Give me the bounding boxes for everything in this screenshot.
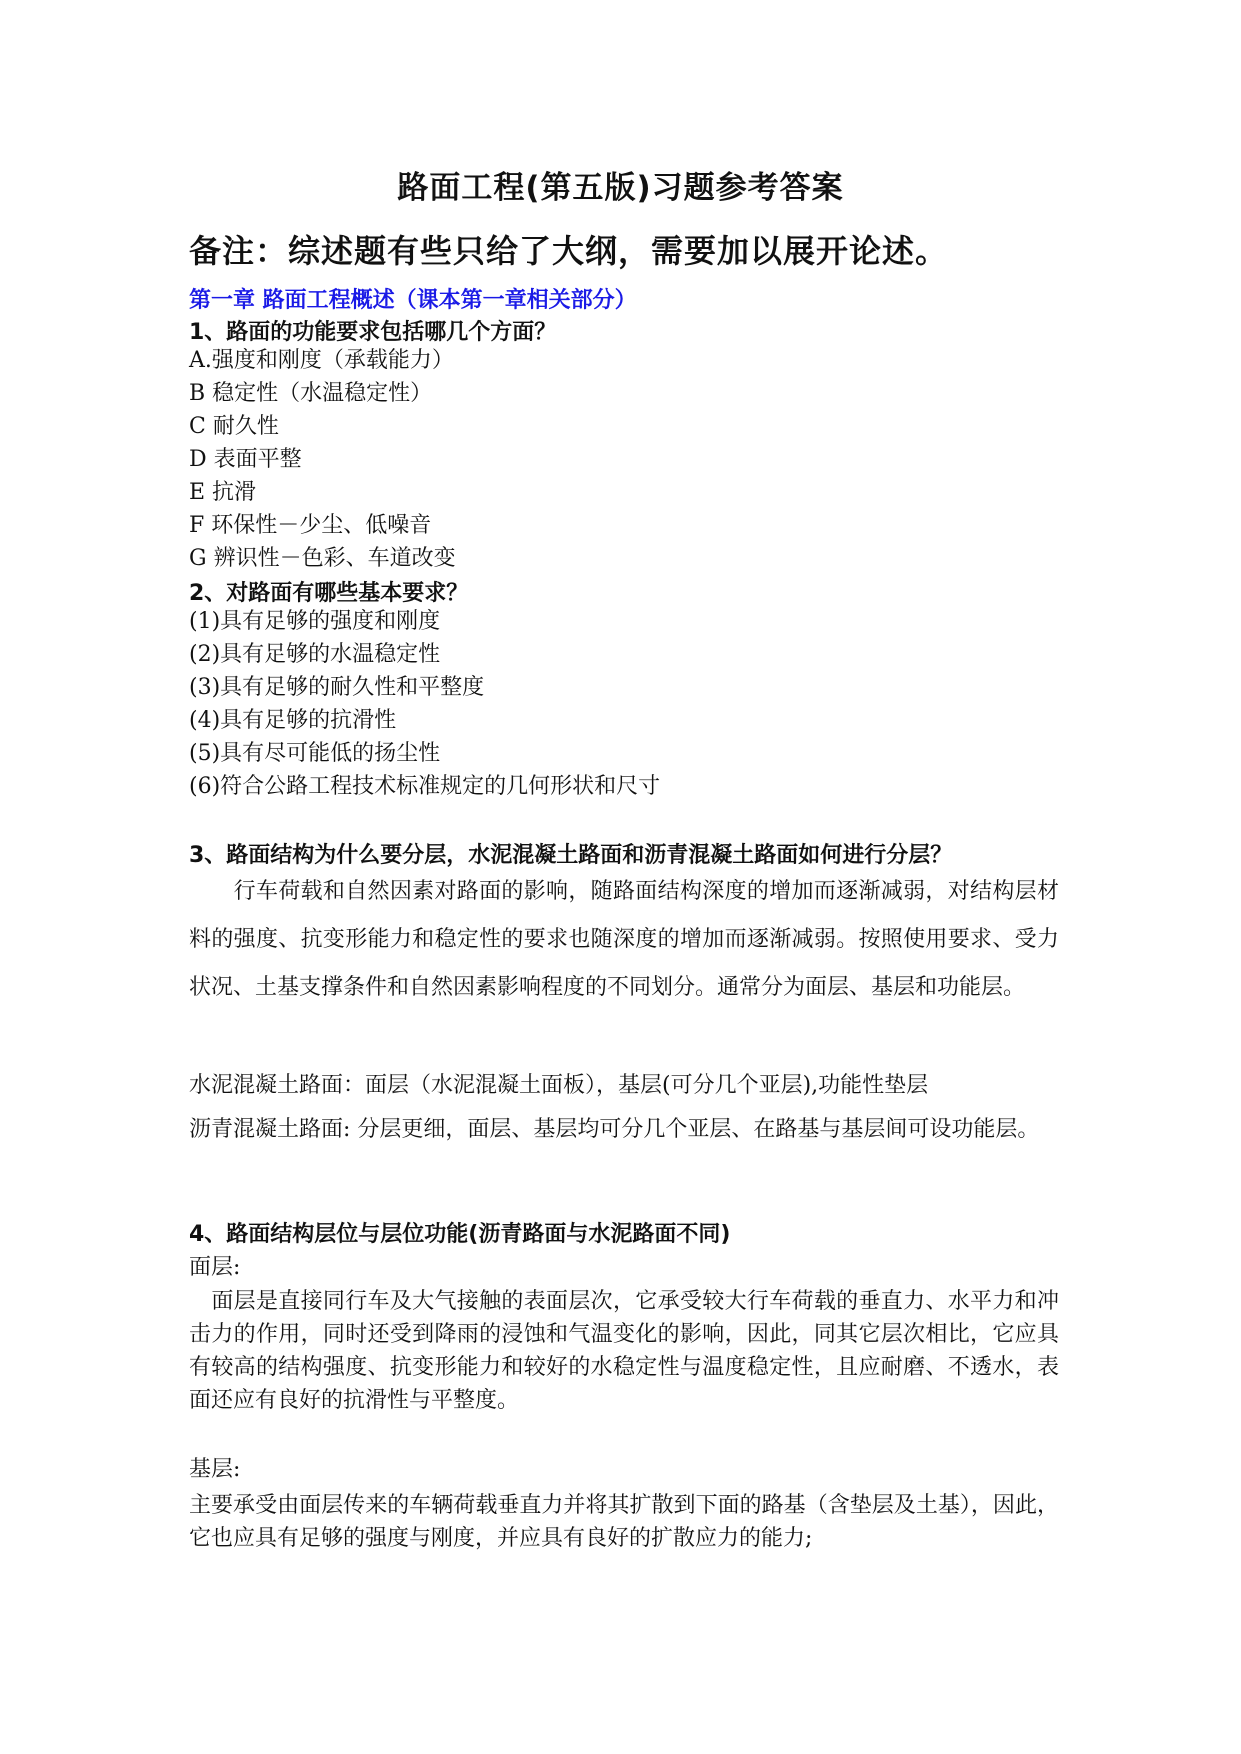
answer-item: (1)具有足够的强度和刚度: [189, 609, 441, 634]
answer-item: E 抗滑: [189, 480, 257, 505]
answer-item: (5)具有尽可能低的扬尘性: [189, 741, 441, 766]
document-title: 路面工程(第五版)习题参考答案: [397, 170, 844, 206]
surface-layer-paragraph: 面层是直接同行车及大气接触的表面层次，它承受较大行车荷载的垂直力、水平力和冲击力的作用，同时还受到降雨的浸蚀和气温变化的影响，因此，同其它层次相比，它应具有较高的结构强度、抗变形能力和较好的水稳定性与温度稳定性，且应耐磨、不透水，表面还应有良好的抗滑性与平整度。: [189, 1289, 1059, 1413]
answer-item: (6)符合公路工程技术标准规定的几何形状和尺寸: [189, 774, 661, 799]
surface-layer-label: 面层:: [189, 1255, 241, 1280]
answer-item: F 环保性－少尘、低噪音: [189, 513, 432, 538]
answer-item: C 耐久性: [189, 414, 279, 439]
answer-item: A.强度和刚度（承载能力）: [189, 348, 454, 373]
answer-item: D 表面平整: [189, 447, 302, 472]
answer-item: (4)具有足够的抗滑性: [189, 708, 397, 733]
answer-item: G 辨识性－色彩、车道改变: [189, 546, 456, 571]
document-note: 备注：综述题有些只给了大纲，需要加以展开论述。: [189, 232, 949, 270]
question-3: 3、路面结构为什么要分层，水泥混凝土路面和沥青混凝土路面如何进行分层？: [189, 843, 953, 868]
answer-item: (3)具有足够的耐久性和平整度: [189, 675, 485, 700]
base-layer-paragraph: 主要承受由面层传来的车辆荷载垂直力并将其扩散到下面的路基（含垫层及土基），因此，它也应具有足够的强度与刚度，并应具有良好的扩散应力的能力;: [189, 1493, 1059, 1551]
cement-layering-line: 水泥混凝土路面：面层（水泥混凝土面板），基层(可分几个亚层),功能性垫层: [189, 1073, 929, 1098]
chapter-heading: 第一章 路面工程概述（课本第一章相关部分）: [189, 288, 637, 313]
asphalt-layering-paragraph: 沥青混凝土路面: 分层更细，面层、基层均可分几个亚层、在路基与基层间可设功能层。: [189, 1117, 1040, 1142]
question-3-paragraph: 行车荷载和自然因素对路面的影响，随路面结构深度的增加而逐渐减弱，对结构层材料的强度、抗变形能力和稳定性的要求也随深度的增加而逐渐减弱。按照使用要求、受力状况、土基支撑条件和自然因素影响程度的不同划分。通常分为面层、基层和功能层。: [189, 879, 1059, 1000]
answer-item: (2)具有足够的水温稳定性: [189, 642, 441, 667]
question-1: 1、路面的功能要求包括哪几个方面？: [189, 320, 557, 345]
base-layer-label: 基层:: [189, 1457, 241, 1482]
question-1-answers: [189, 344, 456, 575]
question-2: 2、对路面有哪些基本要求？: [189, 581, 469, 606]
question-4: 4、路面结构层位与层位功能(沥青路面与水泥路面不同): [189, 1222, 731, 1247]
question-2-answers: [189, 605, 660, 803]
answer-item: B 稳定性（水温稳定性）: [189, 381, 433, 406]
